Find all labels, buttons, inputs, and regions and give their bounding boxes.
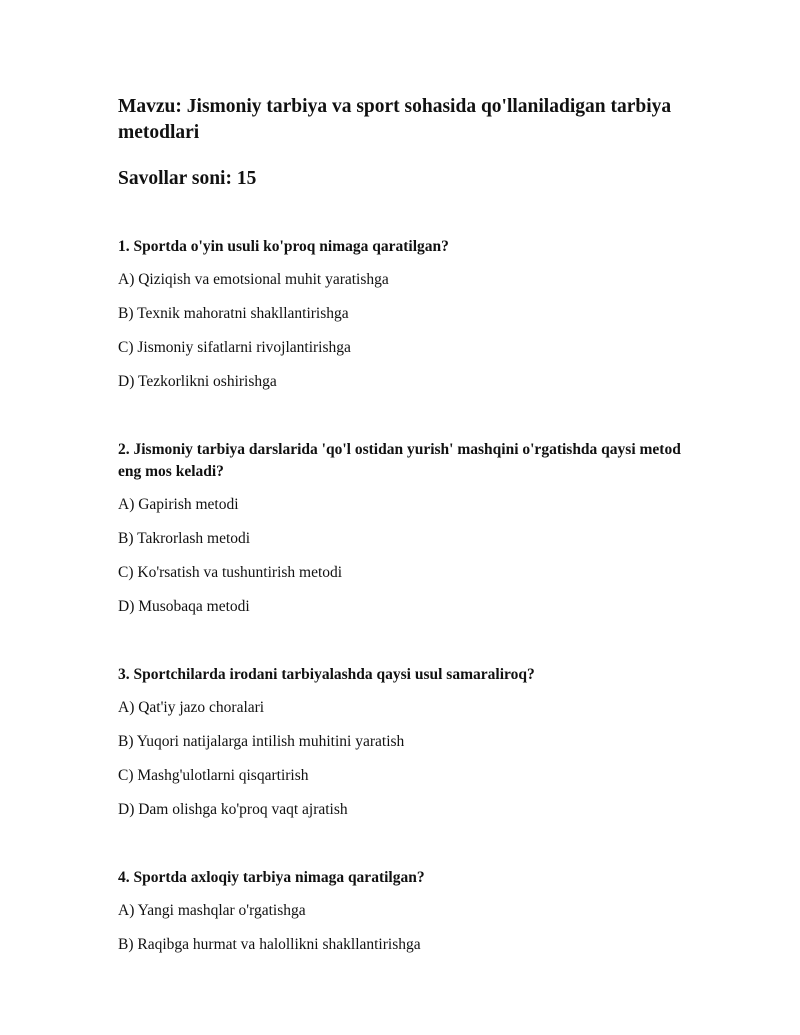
option-a: A) Qat'iy jazo choralari xyxy=(118,699,265,716)
question-list xyxy=(118,236,704,955)
document-title: Mavzu: Jismoniy tarbiya va sport sohasida qo'llaniladigan tarbiya metodlari xyxy=(118,96,672,143)
question-1 xyxy=(118,236,704,392)
option-b: B) Raqibga hurmat va halollikni shakllantirishga xyxy=(118,936,421,953)
question-3 xyxy=(118,664,704,820)
option-b: B) Texnik mahoratni shakllantirishga xyxy=(118,305,349,322)
question-2 xyxy=(118,439,704,617)
option-d: D) Musobaqa metodi xyxy=(118,598,250,615)
question-count: Savollar soni: 15 xyxy=(118,168,257,189)
option-c: C) Mashg'ulotlarni qisqartirish xyxy=(118,767,309,784)
question-text: 2. Jismoniy tarbiya darslarida 'qo'l ostidan yurish' mashqini o'rgatishda qaysi metod eng mos keladi? xyxy=(118,441,681,480)
question-text: 4. Sportda axloqiy tarbiya nimaga qaratilgan? xyxy=(118,869,425,886)
option-a: A) Yangi mashqlar o'rgatishga xyxy=(118,902,306,919)
question-4 xyxy=(118,867,704,955)
option-a: A) Gapirish metodi xyxy=(118,496,239,513)
question-text: 3. Sportchilarda irodani tarbiyalashda qaysi usul samaraliroq? xyxy=(118,666,535,683)
option-a: A) Qiziqish va emotsional muhit yaratishga xyxy=(118,271,389,288)
option-b: B) Takrorlash metodi xyxy=(118,530,251,547)
question-text: 1. Sportda o'yin usuli ko'proq nimaga qaratilgan? xyxy=(118,238,449,255)
option-c: C) Jismoniy sifatlarni rivojlantirishga xyxy=(118,339,351,356)
option-d: D) Tezkorlikni oshirishga xyxy=(118,373,277,390)
option-c: C) Ko'rsatish va tushuntirish metodi xyxy=(118,564,343,581)
option-b: B) Yuqori natijalarga intilish muhitini yaratish xyxy=(118,733,405,750)
option-d: D) Dam olishga ko'proq vaqt ajratish xyxy=(118,801,348,818)
